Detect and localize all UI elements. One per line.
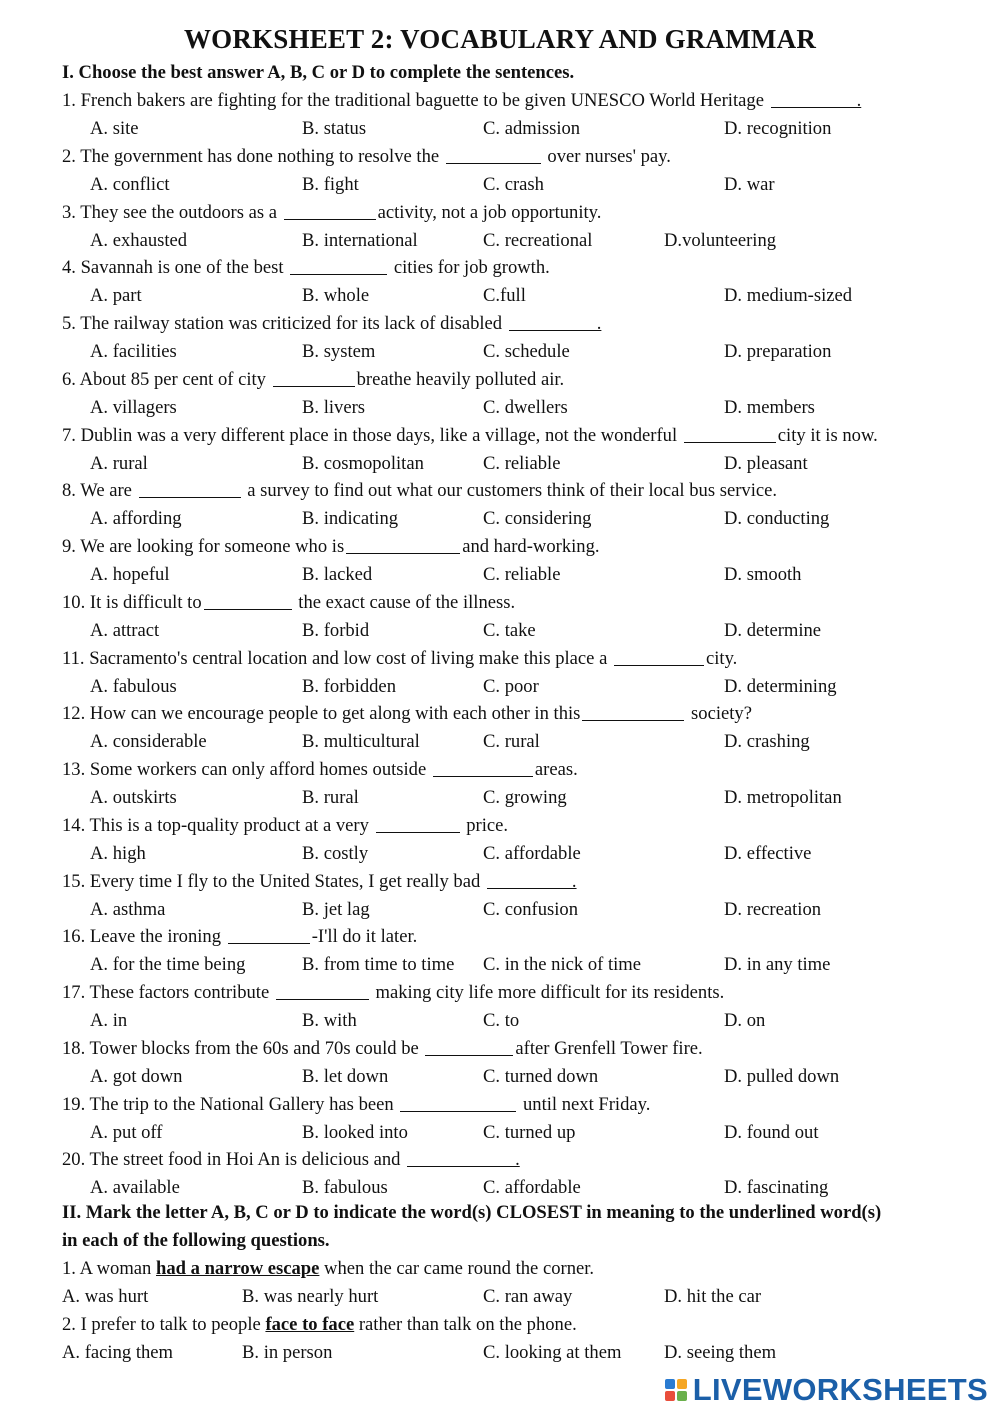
question-text: 20. The street food in Hoi An is delicious and [62,1149,406,1171]
question-text: 2. I prefer to talk to people [62,1314,266,1335]
options-row [0,673,1000,701]
option-b[interactable]: B. from time to time [302,954,455,976]
answer-blank[interactable] [228,925,310,944]
option-a[interactable]: A. fabulous [90,675,177,697]
section1-heading: I. Choose the best answer A, B, C or D to complete the sentences. [62,62,575,83]
option-c[interactable]: C.full [483,285,526,307]
option-b[interactable]: B. let down [302,1065,389,1087]
question-text-end: over nurses' pay. [542,145,671,167]
option-a[interactable]: A. put off [90,1121,163,1143]
option-c[interactable]: C. dwellers [483,396,568,418]
option-b[interactable]: B. system [302,341,376,362]
option-d[interactable]: D. smooth [724,564,802,585]
question-text: 1. French bakers are fighting for the traditional baguette to be given UNESCO World Heritage [62,90,769,111]
answer-blank[interactable] [446,145,541,164]
option-c[interactable]: C. turned down [483,1065,599,1087]
options-row [0,171,1000,199]
options-row [0,282,1000,310]
question-20 [62,1146,942,1174]
question-4 [62,254,942,282]
option-c[interactable]: C. in the nick of time [483,954,642,976]
options-row [0,561,1000,589]
option-b[interactable]: B. indicating [302,508,399,530]
option-c[interactable]: C. crash [483,173,544,195]
option-a[interactable]: A. part [90,285,142,307]
option-a[interactable]: A. outskirts [90,787,177,808]
question-text: 2. The government has done nothing to resolve the [62,145,444,167]
option-b[interactable]: B. was nearly hurt [242,1286,379,1307]
option-a[interactable]: A. facilities [90,341,177,362]
answer-blank[interactable] [139,479,241,498]
question-text-end: areas. [534,759,578,780]
option-a[interactable]: A. exhausted [90,229,188,251]
option-a[interactable]: A. was hurt [62,1286,149,1307]
option-a[interactable]: A. rural [90,452,148,474]
answer-blank[interactable] [582,702,684,721]
option-d[interactable]: D. preparation [724,341,832,362]
question-15 [62,868,942,896]
question-text-end: society? [686,703,752,725]
option-b[interactable]: B. lacked [302,564,373,585]
question-2 [62,143,942,171]
answer-blank[interactable] [614,647,704,666]
question-text: 13. Some workers can only afford homes outside [62,759,431,780]
option-d[interactable]: D. found out [724,1121,819,1143]
question-text-end: breathe heavily polluted air. [356,368,565,390]
options-row [0,1007,1000,1035]
question-13 [62,756,942,784]
question-text: 6. About 85 per cent of city [62,368,271,390]
question-18 [62,1035,942,1063]
option-d[interactable]: D. recognition [724,118,832,139]
option-c[interactable]: C. admission [483,118,581,139]
option-c[interactable]: C. to [483,1010,520,1031]
question-text: 4. Savannah is one of the best [62,257,289,279]
question-text-end: . [596,313,602,334]
liveworksheets-logo-icon [665,1379,687,1401]
answer-blank[interactable] [346,535,460,554]
option-b[interactable]: B. fabulous [302,1177,388,1199]
option-b[interactable]: B. fight [302,173,359,195]
options-row [0,1063,1000,1091]
question-text-end: and hard-working. [462,536,600,557]
option-c[interactable]: C. growing [483,787,567,808]
question-6 [62,366,942,394]
closest-question-2 [62,1311,942,1339]
question-text: 12. How can we encourage people to get along with each other in this [62,703,581,725]
question-text: 10. It is difficult to [62,591,202,613]
question-text: 1. A woman [62,1258,157,1279]
option-b[interactable]: B. international [302,229,418,251]
question-8 [62,477,942,505]
option-d[interactable]: D. metropolitan [724,787,842,808]
options-row [0,338,1000,366]
question-12 [62,700,942,728]
question-7 [62,422,942,450]
question-text: 11. Sacramento's central location and low cost of living make this place a [62,647,612,669]
option-d[interactable]: D. seeing them [664,1342,777,1363]
underlined-phrase: had a narrow escape [156,1258,320,1279]
answer-blank[interactable] [487,870,574,889]
option-b[interactable]: B. forbid [302,619,370,641]
question-text: 16. Leave the ironing [62,926,226,948]
question-text: 14. This is a top-quality product at a very [62,814,374,836]
question-16 [62,923,942,951]
option-d[interactable]: D. war [724,173,775,195]
question-text-end: a survey to find out what our customers think of their local bus service. [242,480,778,502]
option-a[interactable]: A. attract [90,619,160,641]
question-text: 19. The trip to the National Gallery has been [62,1093,399,1115]
option-c[interactable]: C. affordable [483,842,581,864]
question-text-end: the exact cause of the illness. [293,591,516,613]
question-1 [62,87,942,115]
question-text: 9. We are looking for someone who is [62,536,345,557]
option-b[interactable]: B. in person [242,1342,333,1363]
worksheet-title: WORKSHEET 2: VOCABULARY AND GRAMMAR [183,24,817,54]
question-text-end: -I'll do it later. [311,926,418,948]
question-17 [62,979,942,1007]
question-text-end: making city life more difficult for its residents. [370,982,725,1003]
option-b[interactable]: B. forbidden [302,675,396,697]
closest-question-1 [62,1255,942,1283]
option-d[interactable]: D. fascinating [724,1177,829,1199]
question-3 [62,199,942,227]
option-a[interactable]: A. in [90,1010,128,1031]
section2-heading-line1: II. Mark the letter A, B, C or D to indicate the word(s) CLOSEST in meaning to the underlined word(s) [62,1202,882,1223]
option-b[interactable]: B. costly [302,842,369,864]
option-b[interactable]: B. livers [302,396,366,418]
question-5 [62,310,942,338]
question-text: 18. Tower blocks from the 60s and 70s could be [62,1037,424,1059]
options-row [0,227,1000,255]
option-a[interactable]: A. hopeful [90,564,170,585]
option-d[interactable]: D. determining [724,675,837,697]
option-a[interactable]: A. site [90,118,139,139]
options-row [0,505,1000,533]
question-text-end: . [856,90,862,111]
options-row [0,617,1000,645]
option-d[interactable]: D. determine [724,619,822,641]
question-text: 8. We are [62,480,137,502]
option-b[interactable]: B. whole [302,285,370,307]
question-text-end: cities for job growth. [389,257,550,279]
option-c[interactable]: C. reliable [483,452,561,474]
section2-heading-line2: in each of the following questions. [62,1230,330,1251]
question-text: 5. The railway station was criticized for its lack of disabled [62,313,507,334]
option-b[interactable]: B. with [302,1010,357,1031]
option-b[interactable]: B. jet lag [302,898,370,920]
option-d[interactable]: D. members [724,396,815,418]
answer-blank[interactable] [204,591,292,610]
option-b[interactable]: B. cosmopolitan [302,452,424,474]
option-a[interactable]: A. available [90,1177,180,1199]
answer-blank[interactable] [433,758,533,777]
option-b[interactable]: B. multicultural [302,731,420,753]
option-c[interactable]: C. turned up [483,1121,576,1143]
answer-blank[interactable] [290,256,387,275]
answer-blank[interactable] [684,424,776,443]
option-d[interactable]: D. hit the car [664,1286,762,1307]
option-d[interactable]: D. in any time [724,954,831,976]
option-a[interactable]: A. facing them [62,1342,174,1363]
options-row [0,450,1000,478]
option-c[interactable]: C. schedule [483,341,570,362]
options-row [0,115,1000,143]
answer-blank[interactable] [284,201,376,220]
option-c[interactable]: C. take [483,619,536,641]
option-c[interactable]: C. reliable [483,564,561,585]
option-d[interactable]: D. conducting [724,508,830,530]
underlined-phrase: face to face [265,1314,355,1335]
answer-blank[interactable] [273,368,355,387]
question-text-end: city it is now. [777,424,878,446]
option-b[interactable]: B. status [302,118,367,139]
option-a[interactable]: A. high [90,842,146,864]
option-d[interactable]: D. effective [724,842,812,864]
question-text: 17. These factors contribute [62,982,274,1003]
options-row [0,728,1000,756]
answer-blank[interactable] [400,1093,516,1112]
options-row [0,394,1000,422]
option-a[interactable]: A. got down [90,1065,183,1087]
option-c[interactable]: C. ran away [483,1286,573,1307]
question-text-end: . [571,870,577,892]
question-text-end: until next Friday. [518,1093,651,1115]
option-a[interactable]: A. asthma [90,898,166,920]
option-a[interactable]: A. villagers [90,396,177,418]
option-b[interactable]: B. looked into [302,1121,408,1143]
question-text-end: activity, not a job opportunity. [377,201,602,223]
question-text-end: . [515,1149,520,1171]
question-text: when the car came round the corner. [319,1258,595,1279]
question-text-end: city. [705,647,738,669]
option-c[interactable]: C. considering [483,508,592,530]
option-d[interactable]: D. pulled down [724,1065,840,1087]
option-d[interactable]: D. medium-sized [724,285,853,307]
question-text: 7. Dublin was a very different place in those days, like a village, not the wonderful [62,424,682,446]
option-d[interactable]: D.volunteering [664,229,777,251]
options-row [0,1283,1000,1311]
answer-blank[interactable] [425,1037,513,1056]
answer-blank[interactable] [509,312,599,331]
option-c[interactable]: C. recreational [483,229,593,251]
option-c[interactable]: C. rural [483,731,540,753]
answer-blank[interactable] [376,814,460,833]
options-row [0,1119,1000,1147]
option-d[interactable]: D. crashing [724,731,810,753]
answer-blank[interactable] [407,1148,517,1167]
option-a[interactable]: A. conflict [90,173,170,195]
question-text: 3. They see the outdoors as a [62,201,282,223]
option-d[interactable]: D. recreation [724,898,822,920]
option-a[interactable]: A. for the time being [90,954,246,976]
question-19 [62,1091,942,1119]
options-row [0,1339,1000,1367]
option-b[interactable]: B. rural [302,787,359,808]
question-10 [62,589,942,617]
options-row [0,784,1000,812]
question-9 [62,533,942,561]
question-text: rather than talk on the phone. [354,1314,577,1335]
option-a[interactable]: A. considerable [90,731,207,753]
options-row [0,896,1000,924]
question-11 [62,645,942,673]
options-row [0,951,1000,979]
option-c[interactable]: C. looking at them [483,1342,622,1363]
answer-blank[interactable] [276,981,369,1000]
question-text-end: after Grenfell Tower fire. [515,1037,703,1059]
option-d[interactable]: D. pleasant [724,452,808,474]
options-row [0,840,1000,868]
question-text: 15. Every time I fly to the United States, I get really bad [62,870,485,892]
option-d[interactable]: D. on [724,1010,766,1031]
option-a[interactable]: A. affording [90,508,182,530]
liveworksheets-logo [665,1372,988,1408]
option-c[interactable]: C. poor [483,675,539,697]
answer-blank[interactable] [771,89,859,108]
liveworksheets-logo-text: LIVEWORKSHEETS [692,1372,988,1407]
question-14 [62,812,942,840]
question-text-end: price. [461,814,509,836]
option-c[interactable]: C. confusion [483,898,579,920]
option-c[interactable]: C. affordable [483,1177,581,1199]
